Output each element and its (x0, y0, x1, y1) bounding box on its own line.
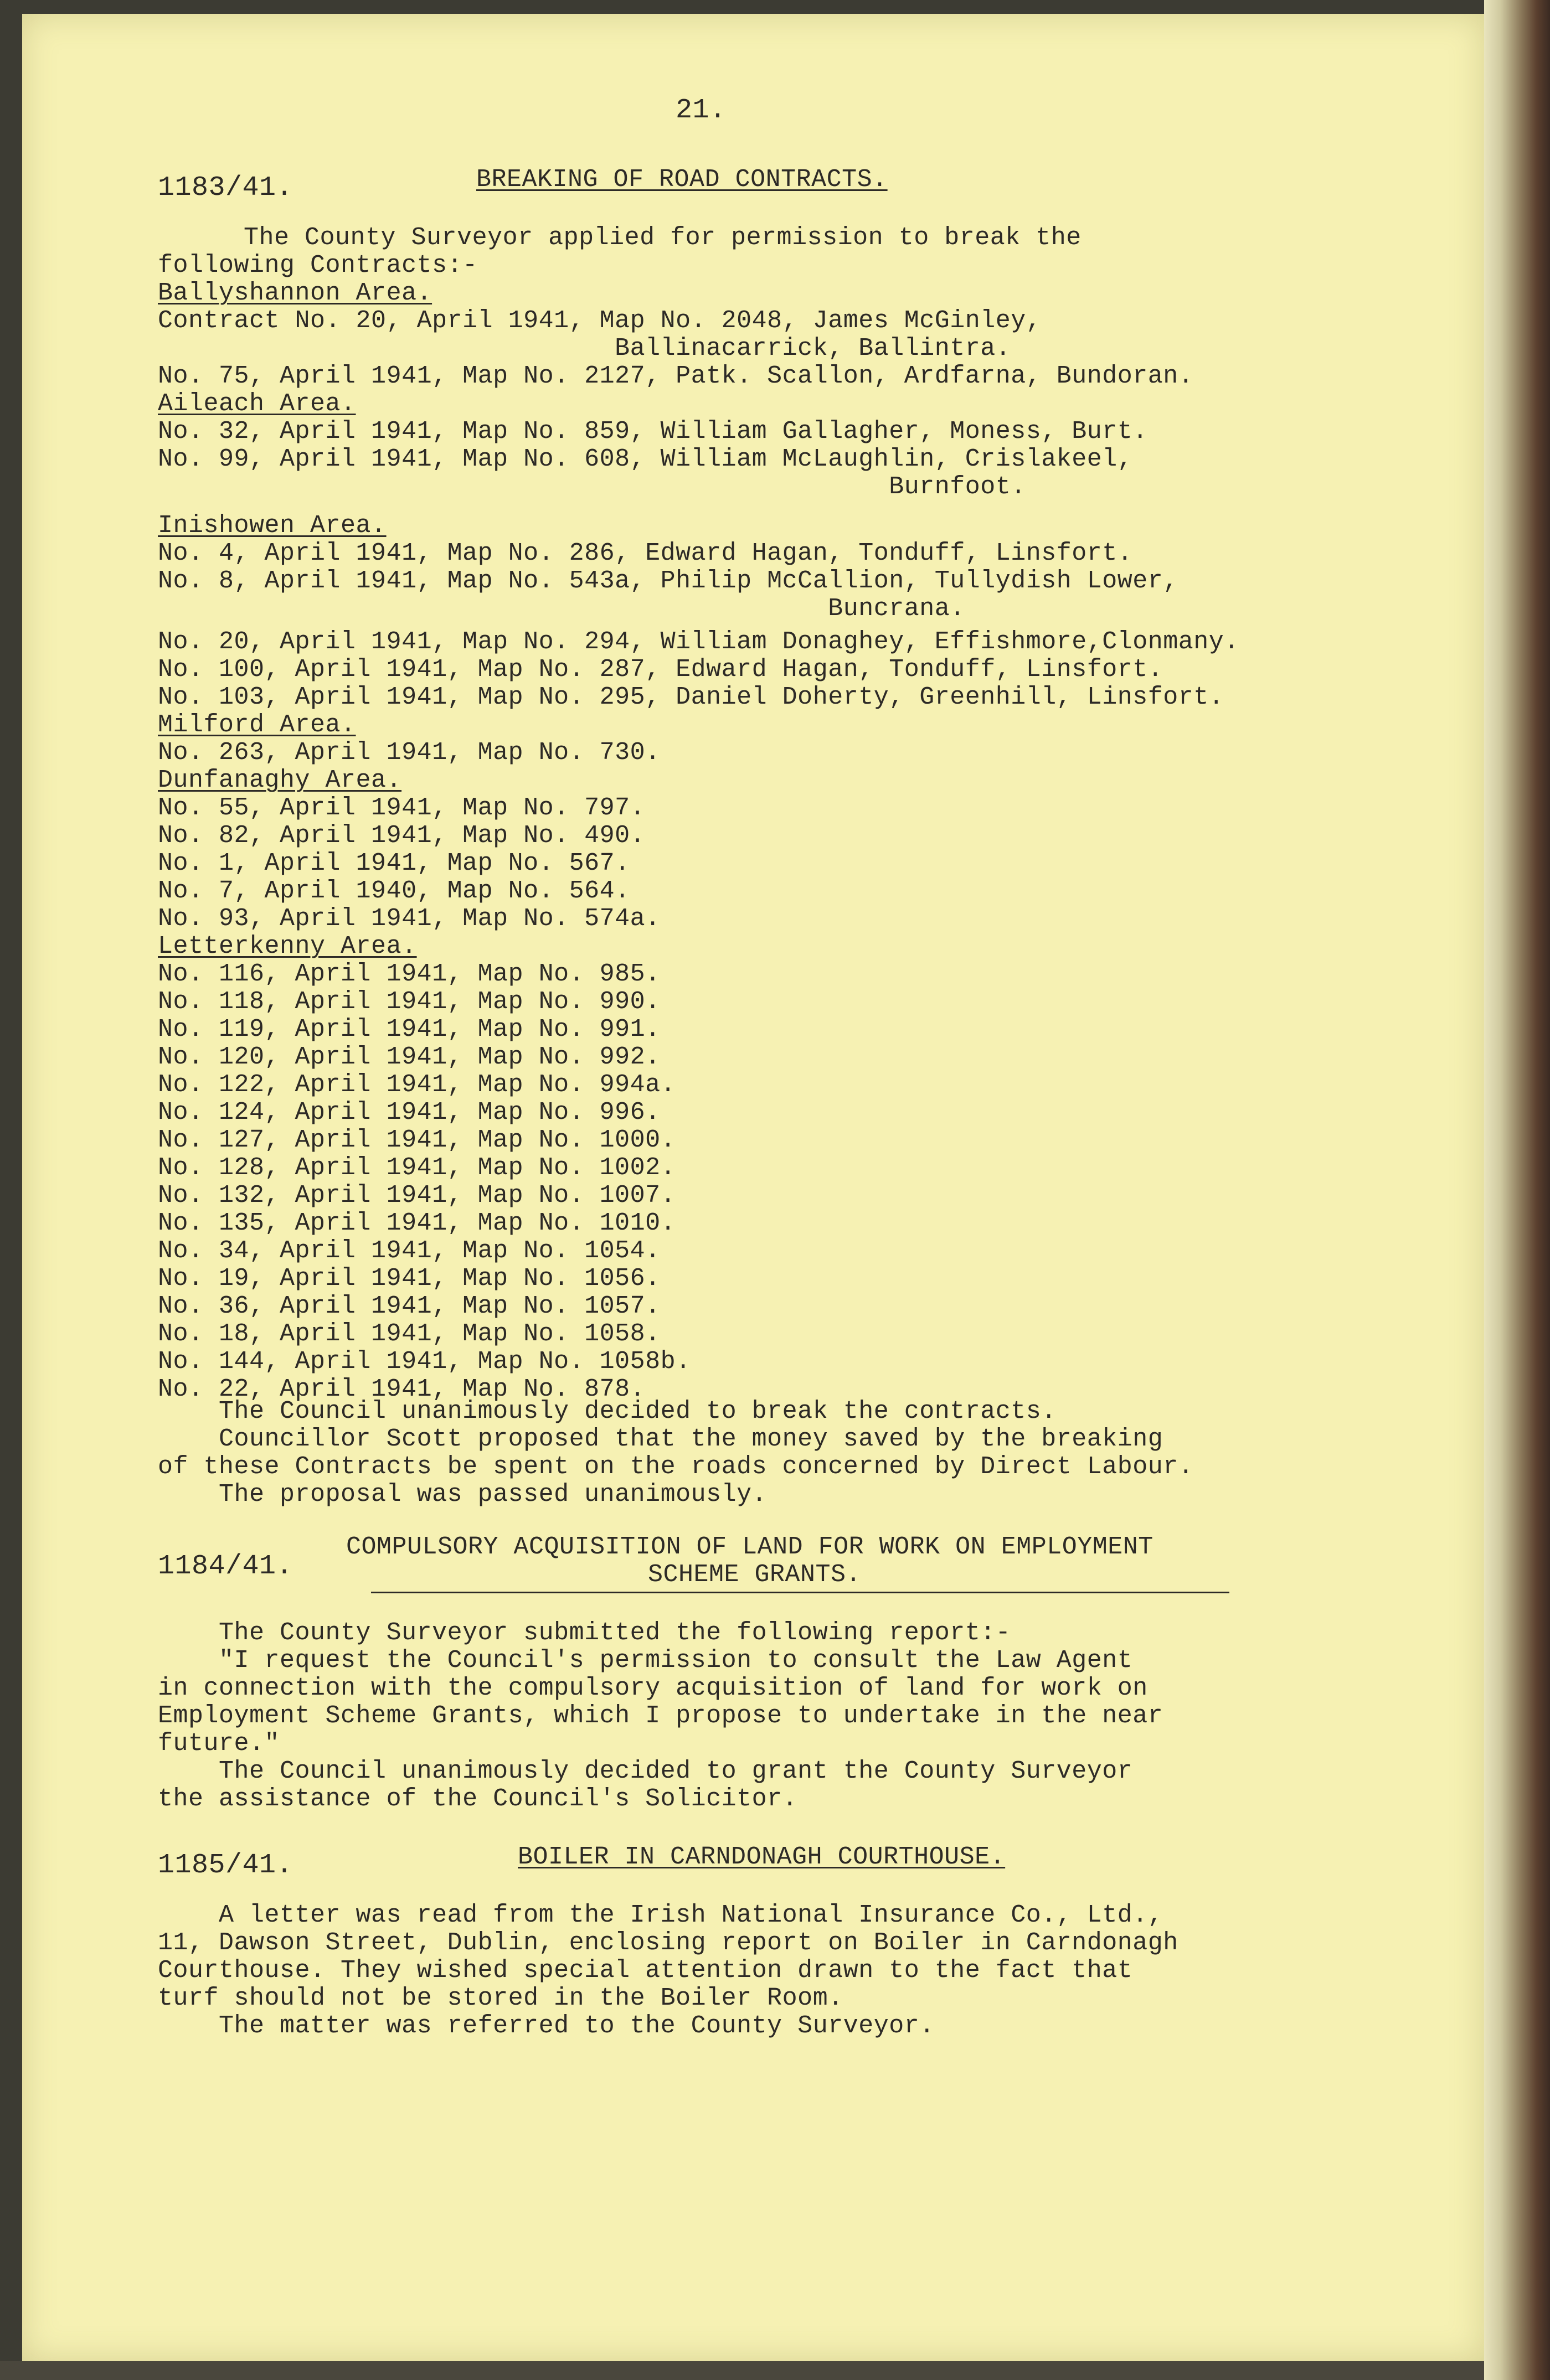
contract-line: No. 135, April 1941, Map No. 1010. (158, 1209, 676, 1237)
contract-line: No. 120, April 1941, Map No. 992. (158, 1043, 661, 1071)
minute-heading-1185: BOILER IN CARNDONAGH COURTHOUSE. (518, 1843, 1006, 1871)
contract-line: No. 82, April 1941, Map No. 490. (158, 822, 646, 850)
contract-line: No. 144, April 1941, Map No. 1058b. (158, 1348, 691, 1376)
contract-line: No. 32, April 1941, Map No. 859, William Gallagher, Moness, Burt. (158, 417, 1148, 446)
contract-line: No. 55, April 1941, Map No. 797. (158, 794, 646, 822)
page-bottom-edge (0, 2361, 1484, 2380)
area-heading-ballyshannon: Ballyshannon Area. (158, 279, 432, 307)
contract-line: No. 116, April 1941, Map No. 985. (158, 960, 661, 988)
report-line: in connection with the compulsory acquisition of land for work on (158, 1674, 1148, 1702)
report-line: the assistance of the Council's Solicitor. (158, 1785, 798, 1813)
report-line: Employment Scheme Grants, which I propose to undertake in the near (158, 1702, 1163, 1730)
contract-line: No. 103, April 1941, Map No. 295, Daniel Doherty, Greenhill, Linsfort. (158, 683, 1224, 711)
contract-line: No. 75, April 1941, Map No. 2127, Patk. Scallon, Ardfarna, Bundoran. (158, 362, 1194, 390)
contract-line: No. 100, April 1941, Map No. 287, Edward Hagan, Tonduff, Linsfort. (158, 655, 1163, 684)
contract-line: No. 128, April 1941, Map No. 1002. (158, 1154, 676, 1182)
area-heading-aileach: Aileach Area. (158, 390, 356, 418)
closing-line: The proposal was passed unanimously. (158, 1480, 768, 1509)
closing-line: of these Contracts be spent on the roads concerned by Direct Labour. (158, 1453, 1194, 1481)
contract-line: No. 118, April 1941, Map No. 990. (158, 988, 661, 1016)
contract-line: No. 132, April 1941, Map No. 1007. (158, 1181, 676, 1210)
letter-line: 11, Dawson Street, Dublin, enclosing report on Boiler in Carndonagh (158, 1929, 1178, 1957)
intro-line-1: The County Surveyor applied for permission to break the (244, 224, 1082, 252)
book-binding (1484, 0, 1550, 2380)
contract-line: No. 127, April 1941, Map No. 1000. (158, 1126, 676, 1154)
area-heading-letterkenny: Letterkenny Area. (158, 932, 417, 961)
contract-line: No. 19, April 1941, Map No. 1056. (158, 1264, 661, 1293)
letter-line: Courthouse. They wished special attention drawn to the fact that (158, 1956, 1133, 1985)
contract-line: Contract No. 20, April 1941, Map No. 2048, James McGinley, (158, 307, 1042, 335)
letter-line: A letter was read from the Irish National Insurance Co., Ltd., (158, 1901, 1163, 1929)
contract-line: No. 263, April 1941, Map No. 730. (158, 739, 661, 767)
contract-line: No. 18, April 1941, Map No. 1058. (158, 1320, 661, 1348)
report-line: The Council unanimously decided to grant the County Surveyor (158, 1757, 1133, 1785)
letter-line: turf should not be stored in the Boiler Room. (158, 1984, 843, 2012)
contract-line: No. 36, April 1941, Map No. 1057. (158, 1292, 661, 1320)
contract-line: No. 7, April 1940, Map No. 564. (158, 877, 630, 905)
minute-ref-1184: 1184/41. (158, 1551, 293, 1582)
report-line: future." (158, 1729, 280, 1758)
contract-line: No. 4, April 1941, Map No. 286, Edward Hagan, Tonduff, Linsfort. (158, 539, 1133, 567)
minute-ref-1183: 1183/41. (158, 172, 293, 204)
closing-line: The Council unanimously decided to break the contracts. (158, 1397, 1057, 1426)
minute-heading-1184-line2: SCHEME GRANTS. (648, 1561, 862, 1589)
contract-line: No. 8, April 1941, Map No. 543a, Philip McCallion, Tullydish Lower, (158, 567, 1178, 595)
report-line: "I request the Council's permission to consult the Law Agent (158, 1646, 1133, 1675)
area-heading-inishowen: Inishowen Area. (158, 512, 387, 540)
heading-rule (371, 1592, 1229, 1593)
contract-line: No. 34, April 1941, Map No. 1054. (158, 1237, 661, 1265)
contract-line: No. 99, April 1941, Map No. 608, William McLaughlin, Crislakeel, (158, 445, 1133, 473)
contract-line: No. 22, April 1941, Map No. 878. (158, 1375, 646, 1403)
minute-heading-1184-line1: COMPULSORY ACQUISITION OF LAND FOR WORK ON EMPLOYMENT (346, 1533, 1154, 1561)
contract-line: Buncrana. (158, 595, 965, 623)
contract-line: No. 124, April 1941, Map No. 996. (158, 1098, 661, 1127)
minute-ref-1185: 1185/41. (158, 1850, 293, 1881)
intro-line-2: following Contracts:- (158, 251, 478, 280)
contract-line: No. 93, April 1941, Map No. 574a. (158, 905, 661, 933)
area-heading-milford: Milford Area. (158, 711, 356, 739)
contract-line: No. 122, April 1941, Map No. 994a. (158, 1071, 676, 1099)
closing-line: Councillor Scott proposed that the money saved by the breaking (158, 1425, 1163, 1453)
letter-line: The matter was referred to the County Surveyor. (158, 2012, 935, 2040)
contract-line: No. 20, April 1941, Map No. 294, William Donaghey, Effishmore,Clonmany. (158, 628, 1239, 656)
contract-line: Burnfoot. (158, 473, 1026, 501)
contract-line: Ballinacarrick, Ballintra. (158, 334, 1011, 363)
contract-line: No. 1, April 1941, Map No. 567. (158, 849, 630, 877)
report-line: The County Surveyor submitted the following report:- (158, 1619, 1011, 1647)
area-heading-dunfanaghy: Dunfanaghy Area. (158, 766, 402, 794)
minute-heading-1183: BREAKING OF ROAD CONTRACTS. (476, 166, 888, 194)
document-page (22, 14, 1484, 2361)
contract-line: No. 119, April 1941, Map No. 991. (158, 1015, 661, 1044)
page-number: 21. (676, 95, 727, 126)
